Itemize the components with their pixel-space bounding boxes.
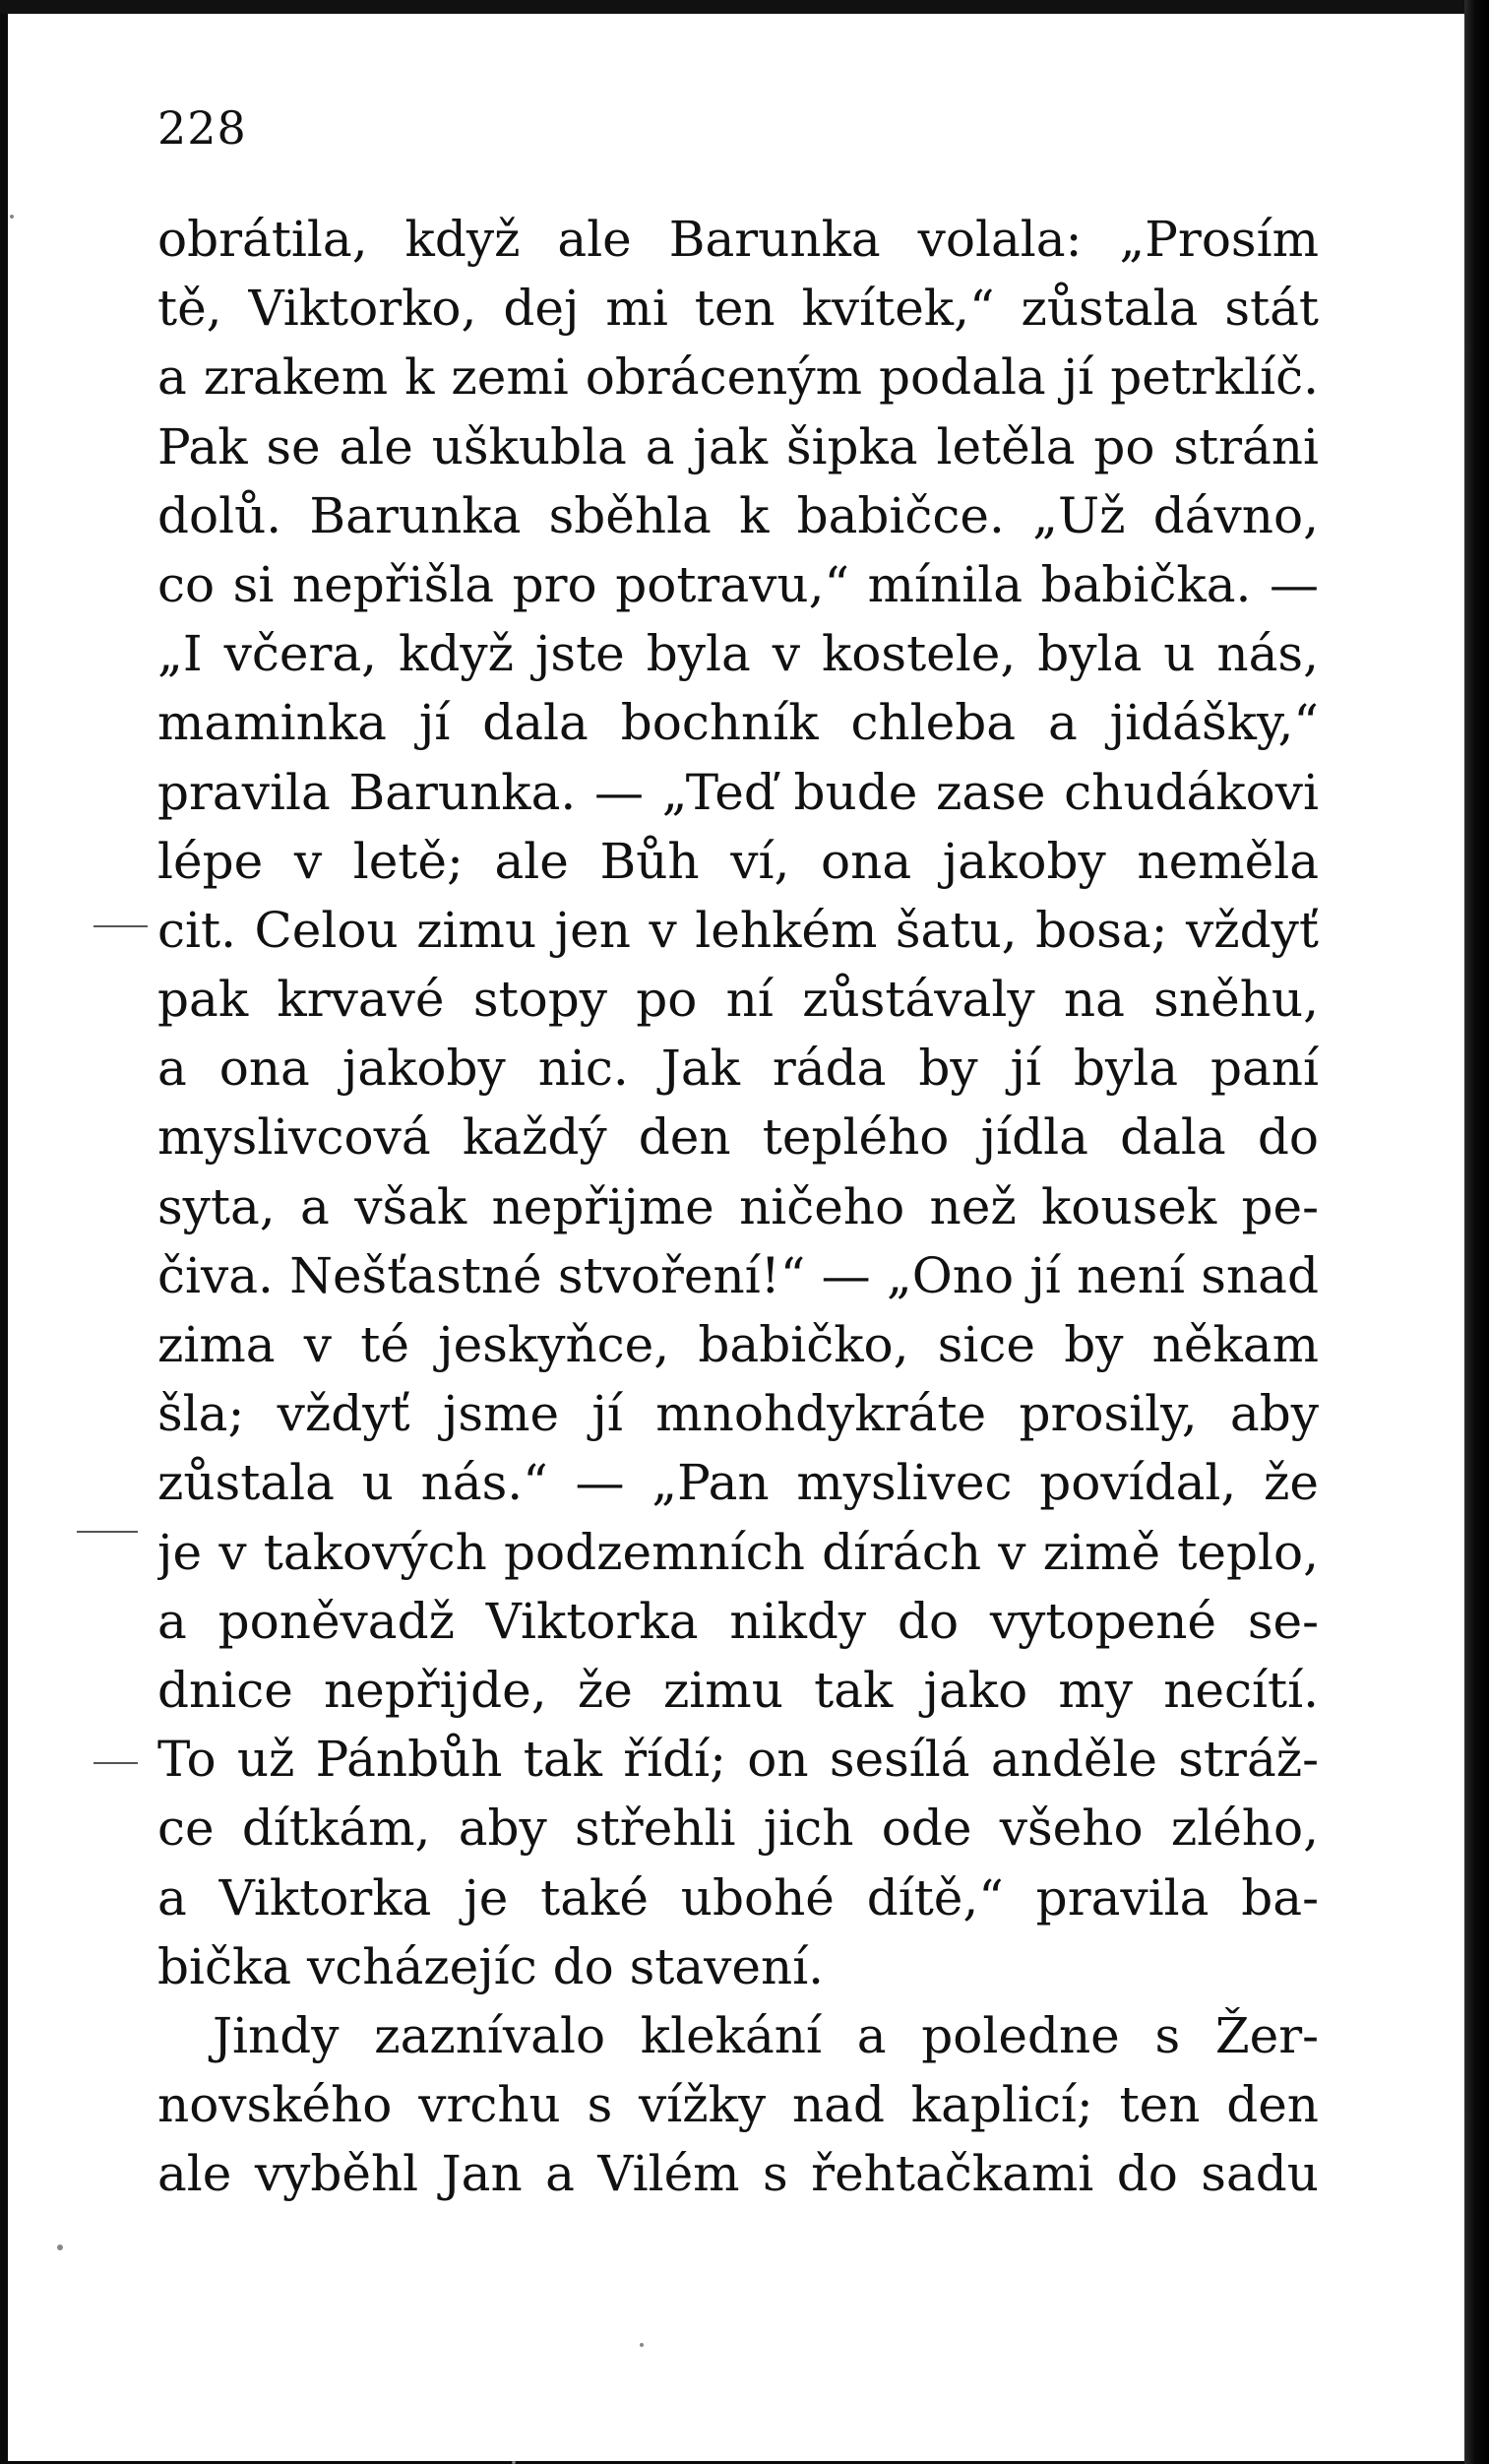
text-line: ale vyběhl Jan a Vilém s řehtačkami do sadu — [157, 2145, 1319, 2203]
text-line: zůstala u nás.“ — „Pan myslivec povídal, že — [157, 1454, 1319, 1512]
scan-top-edge — [0, 0, 1489, 14]
text-line: šla; vždyť jsme jí mnohdykráte prosily, aby — [157, 1385, 1319, 1443]
text-line: pak krvavé stopy po ní zůstávaly na sněhu, — [157, 971, 1319, 1029]
text-line: cit. Celou zimu jen v lehkém šatu, bosa; vždyť — [157, 901, 1319, 959]
text-line: zima v té jeskyňce, babičko, sice by někam — [157, 1316, 1319, 1373]
paragraph-first-line: Jindy zaznívalo klekání a poledne s Žer- — [213, 2006, 1319, 2064]
page-number: 228 — [157, 101, 247, 155]
text-line: obrátila, když ale Barunka volala: „Prosím — [157, 211, 1319, 268]
text-line: a Viktorka je také ubohé dítě,“ pravila ba- — [157, 1868, 1319, 1927]
text-body — [157, 205, 1319, 2208]
text-line: lépe v letě; ale Bůh ví, ona jakoby neměla — [157, 832, 1319, 890]
dust-speck — [640, 2343, 644, 2347]
text-line: pravila Barunka. — „Teď bude zase chudákovi — [157, 763, 1319, 821]
text-line: ce dítkám, aby střehli jich ode všeho zlého, — [157, 1800, 1319, 1858]
text-line: bička vcházejíc do stavení. — [157, 1937, 825, 1995]
dust-speck — [57, 2244, 63, 2250]
scan-right-edge — [1464, 0, 1489, 2464]
text-line: co si nepřišla pro potravu,“ mínila babička. — — [157, 555, 1319, 613]
text-line: je v takových podzemních dírách v zimě teplo, — [157, 1523, 1319, 1581]
text-line: a ona jakoby nic. Jak ráda by jí byla paní — [157, 1040, 1319, 1098]
text-line: tě, Viktorko, dej mi ten kvítek,“ zůstala stát — [157, 280, 1319, 338]
margin-mark — [93, 925, 148, 927]
text-line: syta, a však nepřijme ničeho než kousek pe- — [157, 1177, 1319, 1235]
text-line: dolů. Barunka sběhla k babičce. „Už dávno, — [157, 486, 1319, 544]
text-line: a poněvadž Viktorka nikdy do vytopené se- — [157, 1592, 1319, 1650]
text-line: čiva. Nešťastné stvoření!“ — „Ono jí není snad — [157, 1246, 1319, 1304]
text-line: To už Pánbůh tak řídí; on sesílá anděle stráž- — [157, 1731, 1319, 1789]
margin-mark — [93, 1762, 138, 1764]
text-line: Pak se ale uškubla a jak šipka letěla po stráni — [157, 417, 1319, 475]
text-line: „I včera, když jste byla v kostele, byla u nás, — [157, 625, 1319, 683]
text-line: novského vrchu s vížky nad kaplicí; ten den — [157, 2076, 1319, 2134]
text-line: dnice nepřijde, že zimu tak jako my necítí. — [157, 1661, 1319, 1719]
dust-speck — [10, 215, 14, 219]
text-line: a zrakem k zemi obráceným podala jí petrklíč. — [157, 348, 1319, 407]
margin-mark — [77, 1531, 138, 1533]
book-page — [157, 98, 1319, 2208]
text-line: maminka jí dala bochník chleba a jidášky,“ — [157, 694, 1319, 752]
text-line: myslivcová každý den teplého jídla dala do — [157, 1108, 1319, 1167]
